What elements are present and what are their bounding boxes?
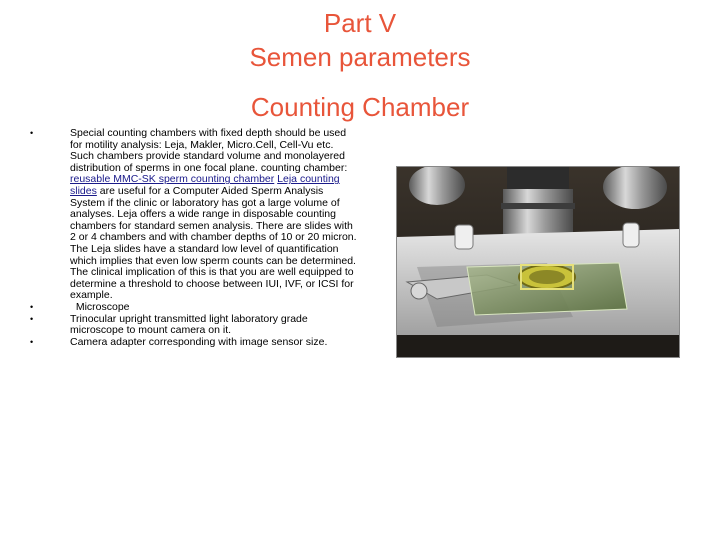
bullet-marker: • — [30, 128, 34, 138]
bullet-item — [30, 337, 360, 349]
microscope-illustration — [397, 167, 679, 357]
bullet-text-trinocular: Trinocular upright transmitted light laboratory grade microscope to mount camera on it. — [70, 312, 308, 337]
bullet-text-part: Special counting chambers with fixed depth should be used for motility analysis: Leja, Makler, Micro.Cell, Cell-Vu etc. Such chambers provide standard volume and monolayered distribution of sperms in one focal plane. counting chamber: — [70, 127, 348, 174]
bullet-marker: • — [30, 336, 34, 347]
link-mmc-sk-chamber[interactable]: reusable MMC-SK sperm counting chamber — [70, 173, 275, 186]
bullet-marker: • — [30, 313, 34, 324]
bullet-marker: • — [30, 301, 34, 312]
bullet-text-counting-chambers — [70, 128, 360, 302]
slide-subtitle: Counting Chamber — [250, 92, 470, 122]
link-leja-slides[interactable]: Leja counting slides — [70, 173, 340, 197]
bullet-item — [30, 128, 360, 302]
bullet-list — [30, 128, 360, 348]
bullet-text-part: are useful for a Computer Aided Sperm Analysis System if the clinic or laboratory has got a large volume of analyses. Leja offers a wide range in disposable counting chambers for standard semen analysis. There are slides with 2 or 4 chambers and with chamber depths of 10 or 20 micron. The Leja slides have a standard low level of quantification which implies that even low sperm counts can be determined. The clinical implication of this is that you are well equipped to determine a threshold to choose between IUI, IVF, or ICSI for example. — [70, 184, 357, 302]
bullet-text-camera-adapter: Camera adapter corresponding with image sensor size. — [70, 335, 328, 348]
bullet-item — [30, 302, 360, 314]
bullet-item — [30, 314, 360, 337]
slide-title-line1: Part V — [323, 8, 397, 38]
microscope-photo — [396, 166, 680, 358]
slide-title-line2: Semen parameters — [249, 42, 471, 72]
bullet-text-microscope: Microscope — [70, 300, 130, 313]
